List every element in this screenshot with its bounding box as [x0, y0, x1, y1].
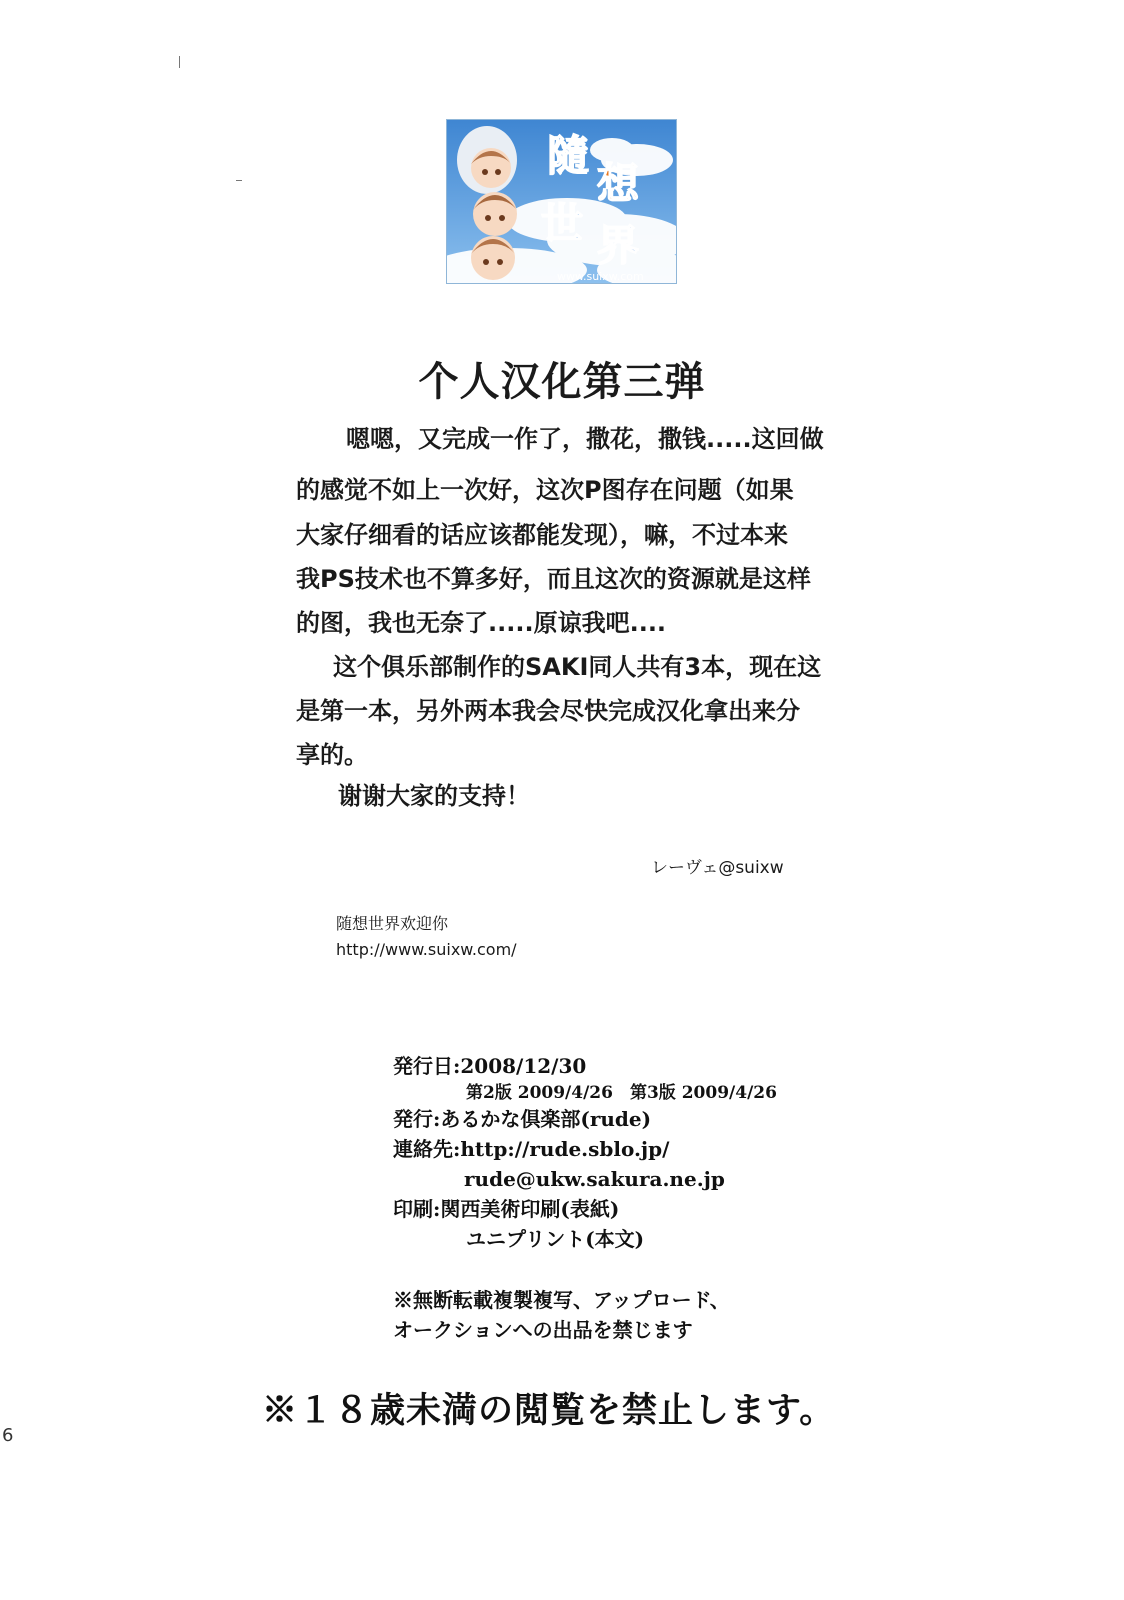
colophon-editions: 第2版 2009/4/26 第3版 2009/4/26 [466, 1083, 777, 1103]
logo-artwork [447, 120, 676, 283]
body-line-5: 的图，我也无奈了.....原谅我吧.... [296, 609, 667, 637]
translator-signature: レーヴェ@suixw [651, 858, 784, 878]
page-title: 个人汉化第三弹 [418, 359, 706, 405]
copyright-notice-1: ※無断転載複製複写、アップロード、 [393, 1288, 730, 1312]
copyright-notice-2: オークションへの出品を禁じます [393, 1318, 693, 1342]
body-line-9: 谢谢大家的支持！ [338, 782, 530, 810]
page-number: 6 [2, 1425, 14, 1446]
body-line-8: 享的。 [296, 741, 368, 769]
body-line-3: 大家仔细看的话应该都能发现），嘛，不过本来 [296, 521, 788, 549]
logo-url: www.suixw.com [557, 270, 644, 283]
colophon-publisher: 発行:あるかな倶楽部(rude) [393, 1107, 652, 1131]
logo-char-shi: 世 [541, 199, 584, 248]
body-line-1: 嗯嗯，又完成一作了，撒花，撒钱.....这回做 [346, 425, 824, 453]
site-url: http://www.suixw.com/ [336, 940, 517, 959]
body-line-4: 我PS技术也不算多好，而且这次的资源就是这样 [296, 565, 811, 593]
body-line-2: 的感觉不如上一次好，这次P图存在问题（如果 [296, 476, 794, 504]
colophon-contact: 連絡先:http://rude.sblo.jp/ [393, 1137, 670, 1161]
logo-char-jie: 界 [597, 221, 640, 270]
colophon-print-body: ユニプリント(本文) [466, 1227, 645, 1251]
body-line-6: 这个俱乐部制作的SAKI同人共有3本，现在这 [333, 653, 822, 681]
welcome-text: 随想世界欢迎你 [336, 914, 449, 933]
colophon-print-cover: 印刷:関西美術印刷(表紙) [393, 1197, 620, 1221]
scan-mark [179, 56, 180, 68]
scan-mark [236, 180, 242, 181]
logo-char-sui: 隨 [547, 131, 590, 180]
colophon-email: rude@ukw.sakura.ne.jp [464, 1167, 725, 1191]
suixw-logo [446, 119, 677, 284]
body-line-7: 是第一本，另外两本我会尽快完成汉化拿出来分 [296, 697, 800, 725]
colophon-date: 発行日:2008/12/30 [393, 1054, 587, 1078]
age-warning: ※１８歳未満の閲覧を禁止します。 [262, 1390, 836, 1431]
logo-char-xiang: 想 [597, 159, 640, 208]
